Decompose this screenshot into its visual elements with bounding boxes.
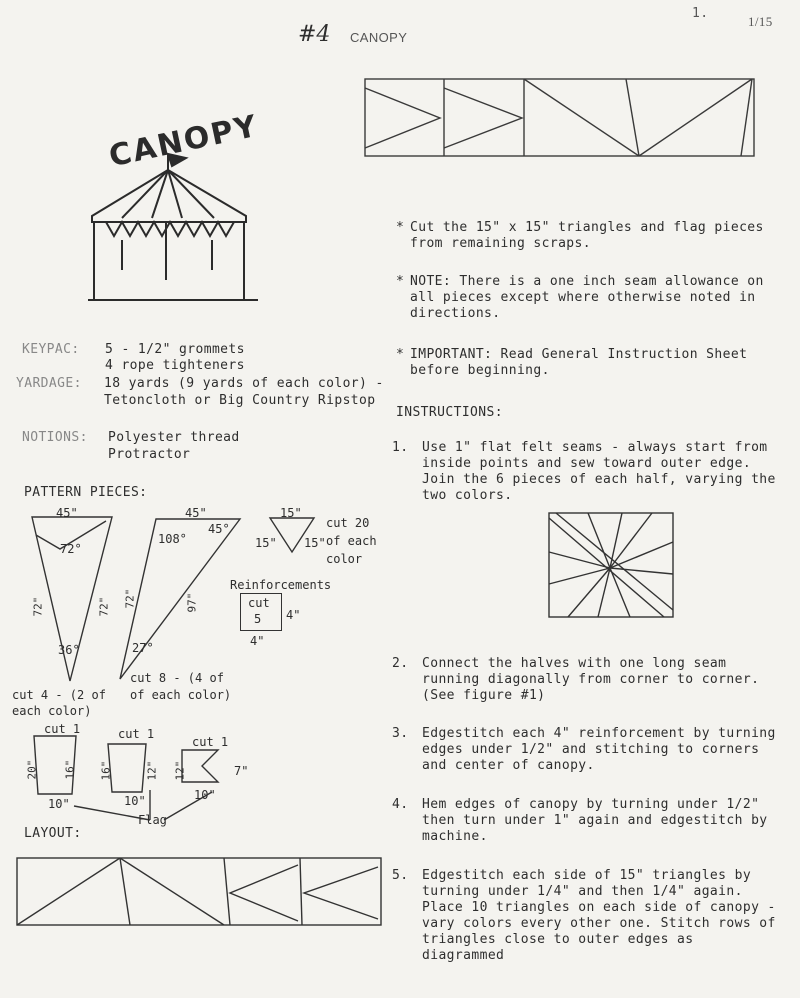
flag1-right: 16" [63,759,77,780]
figure-1-diagram [548,512,676,620]
flag1-left: 20" [25,759,39,780]
flag2-bottom: 10" [124,794,146,808]
step-number: 2. [392,656,409,671]
flag2-cut: cut 1 [118,727,155,741]
flag-label: Flag [138,813,167,827]
flag2-right: 12" [145,760,159,781]
pattern-pieces-heading: PATTERN PIECES: [24,485,148,500]
piece1-cut-2: each color) [12,704,92,718]
keypac-line-2: 4 rope tighteners [105,358,245,373]
flag1-cut: cut 1 [44,722,81,736]
step-text: Hem edges of canopy by turning under 1/2" then turn under 1" again and edgestitch by machine. [422,797,768,844]
flag3-cut: cut 1 [192,735,229,749]
note-text: IMPORTANT: Read General Instruction Sheet before beginning. [410,347,748,378]
flag2-left: 16" [99,760,113,781]
step-number: 4. [392,797,409,812]
reinforcements-heading: Reinforcements [230,578,332,592]
layout-heading: LAYOUT: [24,826,82,841]
piece1-angle-top: 72° [60,542,82,556]
page-number: 1. [692,6,709,21]
piece2-side-left: 72" [123,588,137,609]
note-text: Cut the 15" x 15" triangles and flag pieces from remaining scraps. [410,220,764,251]
reinforcement-side: 4" [286,608,301,622]
step-4 [392,797,782,845]
step-2 [392,656,782,704]
note-bullet: * [396,274,405,289]
handwritten-number: #4 [298,22,331,47]
step-5 [392,868,782,964]
step-number: 1. [392,440,409,455]
note-seam-allowance [396,274,781,322]
page-fraction: 1/15 [748,14,773,29]
reinforcement-cut: cut [248,596,270,610]
piece2-angle-bottom: 27° [132,641,154,655]
triangle-cut-3: color [326,552,363,566]
note-cut-scraps [396,220,781,252]
logo-text: CANOPY [106,108,262,175]
piece1-angle-bottom: 36° [58,643,80,657]
piece2-angle-left: 108° [158,532,187,546]
notions-line-2: Protractor [108,447,191,462]
canopy-logo [82,108,262,310]
piece1-cut-1: cut 4 - (2 of [12,688,106,702]
keypac-label: KEYPAC: [22,342,80,357]
notions-line-1: Polyester thread [108,430,240,445]
yardage-label: YARDAGE: [16,376,82,391]
step-3 [392,726,782,774]
piece1-top: 45" [56,506,78,520]
step-text: Use 1" flat felt seams - always start from inside points and sew toward outer edge. Join the 6 pieces of each half, varying the two colors. [422,440,776,503]
step-text: Edgestitch each 4" reinforcement by turning edges under 1/2" and stitching to corners and center of canopy. [422,726,776,773]
step-text: Edgestitch each side of 15" triangles by turning under 1/4" and then 1/4" again. Place 10 triangles on each side of canopy - vary colors every other one. Stitch rows of triangles close to outer edges as diagrammed [422,868,776,963]
piece1-side-right: 72" [97,596,111,617]
piece2-top: 45" [185,506,207,520]
note-bullet: * [396,220,405,235]
top-layout-diagram [364,78,756,158]
reinforcement-bottom: 4" [250,634,265,648]
triangle-left: 15" [255,536,277,550]
note-bullet: * [396,347,405,362]
reinforcement-count: 5 [254,612,262,626]
step-number: 5. [392,868,409,883]
triangle-cut-1: cut 20 [326,516,370,530]
triangle-top: 15" [280,506,302,520]
flag1-bottom: 10" [48,797,70,811]
note-text: NOTE: There is a one inch seam allowance on all pieces except where otherwise noted in directions. [410,274,764,321]
step-number: 3. [392,726,409,741]
step-text: Connect the halves with one long seam running diagonally from corner to corner. (See figure #1) [422,656,760,703]
piece1-side-left: 72" [31,596,45,617]
flag3-bottom: 10" [194,788,216,802]
flag3-left: 12" [173,760,187,781]
note-important [396,347,781,379]
keypac-line-1: 5 - 1/2" grommets [105,342,245,357]
yardage-line-2: Tetoncloth or Big Country Ripstop [104,393,376,408]
yardage-line-1: 18 yards (9 yards of each color) - [104,376,384,391]
piece2-side-right: 97" [185,592,199,613]
step-1 [392,440,782,504]
piece2-cut-1: cut 8 - (4 of [130,671,224,685]
instructions-heading: INSTRUCTIONS: [396,405,503,420]
bottom-layout-diagram [16,857,384,927]
notions-label: NOTIONS: [22,430,88,445]
triangle-right: 15" [304,536,326,550]
flag3-right: 7" [234,764,249,778]
piece2-cut-2: of each color) [130,688,232,702]
triangle-cut-2: of each [326,534,377,548]
header-title: CANOPY [350,30,408,45]
piece2-angle-right: 45° [208,522,230,536]
